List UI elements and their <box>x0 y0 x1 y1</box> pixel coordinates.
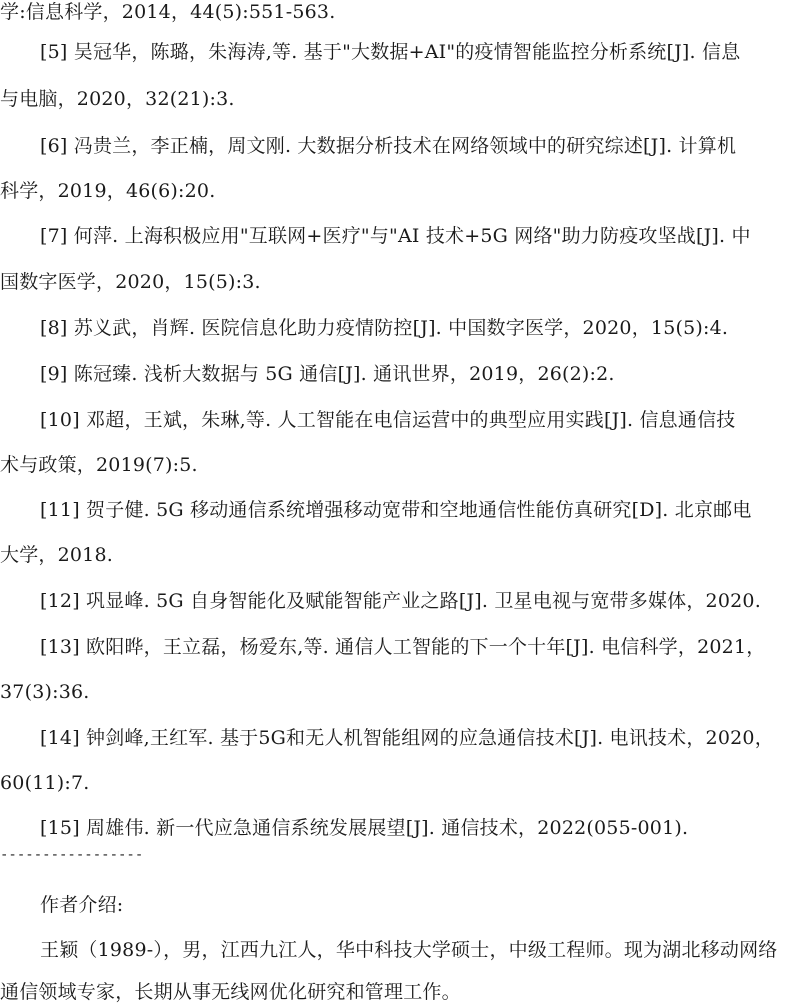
reference-11-line-1: [11] 贺子健. 5G 移动通信系统增强移动宽带和空地通信性能仿真研究[D]. 北京邮电 <box>40 499 752 521</box>
reference-13-line-2: 37(3):36. <box>0 681 90 703</box>
author-bio-line-2: 通信领域专家，长期从事无线网优化研究和管理工作。 <box>0 981 461 1003</box>
author-heading: 作者介绍: <box>40 894 124 916</box>
reference-11-line-2: 大学，2018. <box>0 544 113 566</box>
reference-5-line-1: [5] 吴冠华，陈璐，朱海涛,等. 基于"大数据+AI"的疫情智能监控分析系统[J]. 信息 <box>40 41 741 63</box>
reference-9-line-1: [9] 陈冠臻. 浅析大数据与 5G 通信[J]. 通讯世界，2019，26(2):2. <box>40 363 615 385</box>
reference-7-line-2: 国数字医学，2020，15(5):3. <box>0 271 261 293</box>
reference-6-line-1: [6] 冯贵兰，李正楠，周文刚. 大数据分析技术在网络领域中的研究综述[J]. 计算机 <box>40 135 737 157</box>
author-bio-line-1: 王颖（1989-），男，江西九江人，华中科技大学硕士，中级工程师。现为湖北移动网络 <box>40 939 778 961</box>
divider-line: ----------------- <box>0 847 144 863</box>
reference-6-line-2: 科学，2019，46(6):20. <box>0 180 216 202</box>
reference-14-line-1: [14] 钟剑峰,王红军. 基于5G和无人机智能组网的应急通信技术[J]. 电讯技术，2020， <box>40 727 774 749</box>
reference-13-line-1: [13] 欧阳晔，王立磊，杨爱东,等. 通信人工智能的下一个十年[J]. 电信科学，2021， <box>40 636 766 658</box>
reference-7-line-1: [7] 何萍. 上海积极应用"互联网+医疗"与"AI 技术+5G 网络"助力防疫攻坚战[J]. 中 <box>40 225 751 247</box>
reference-12-line-1: [12] 巩显峰. 5G 自身智能化及赋能智能产业之路[J]. 卫星电视与宽带多媒体，2020. <box>40 590 761 612</box>
reference-5-line-2: 与电脑，2020，32(21):3. <box>0 88 235 110</box>
reference-10-line-1: [10] 邓超，王斌，朱琳,等. 人工智能在电信运营中的典型应用实践[J]. 信息通信技 <box>40 409 736 431</box>
reference-15-line-1: [15] 周雄伟. 新一代应急通信系统发展展望[J]. 通信技术，2022(055-001). <box>40 817 689 839</box>
reference-8-line-1: [8] 苏义武，肖辉. 医院信息化助力疫情防控[J]. 中国数字医学，2020，15(5):4. <box>40 317 729 339</box>
reference-14-line-2: 60(11):7. <box>0 772 90 794</box>
intro-line: 学:信息科学，2014，44(5):551-563. <box>0 1 336 23</box>
reference-10-line-2: 术与政策，2019(7):5. <box>0 454 198 476</box>
